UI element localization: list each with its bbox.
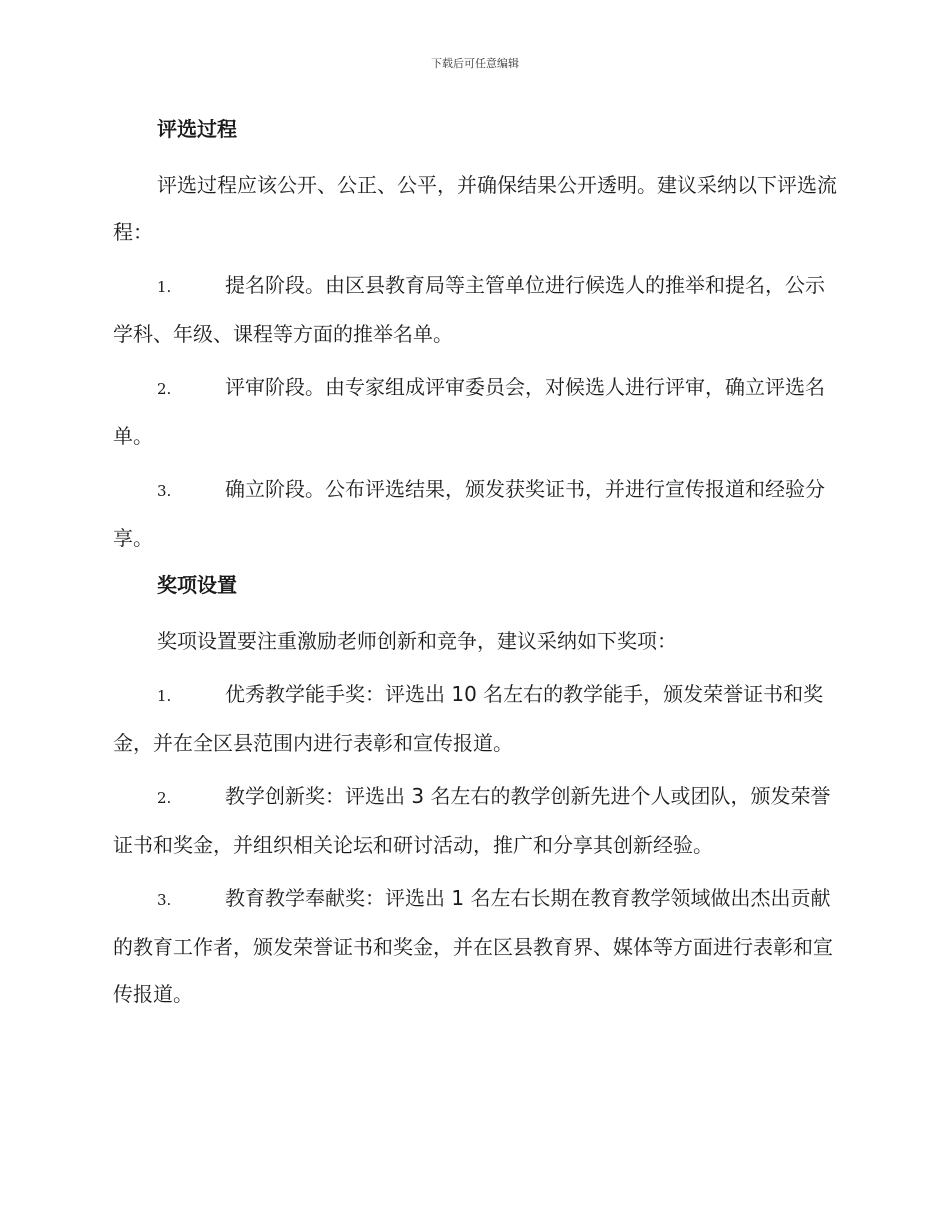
list-item-text: 教学创新奖：评选出 3 名左右的教学创新先进个人或团队，颁发荣誉证书和奖金，并组织相关论坛和研讨活动，推广和分享其创新经验。 [113, 784, 831, 857]
section-intro-award-setup: 奖项设置要注重激励老师创新和竞争，建议采纳如下奖项： [157, 629, 677, 653]
list-item [113, 262, 837, 358]
list-item-text: 教育教学奉献奖：评选出 1 名左右长期在教育教学领域做出杰出贡献的教育工作者，颁发荣誉证书和奖金，并在区县教育界、媒体等方面进行表彰和宣传报道。 [113, 886, 833, 1006]
list-item [113, 466, 837, 562]
list-item [113, 364, 837, 460]
list-item-text: 确立阶段。公布评选结果，颁发获奖证书，并进行宣传报道和经验分享。 [113, 477, 825, 550]
section-heading-selection-process: 评选过程 [157, 117, 237, 141]
list-item-number: 2. [157, 789, 172, 807]
list-item [113, 773, 837, 869]
list-item-number: 3. [157, 891, 172, 909]
page-header-note: 下载后可任意编辑 [431, 57, 519, 70]
section-heading-award-setup: 奖项设置 [157, 573, 237, 597]
list-item-number: 1. [157, 687, 172, 705]
section-intro-selection-process: 评选过程应该公开、公正、公平，并确保结果公开透明。建议采纳以下评选流程： [113, 173, 837, 244]
list-item-text: 提名阶段。由区县教育局等主管单位进行候选人的推举和提名，公示学科、年级、课程等方面的推举名单。 [113, 273, 825, 346]
list-item [113, 875, 837, 1018]
list-item [113, 671, 837, 767]
document-body [113, 112, 837, 1024]
list-item-text: 评审阶段。由专家组成评审委员会，对候选人进行评审，确立评选名单。 [113, 375, 825, 448]
list-item-text: 优秀教学能手奖：评选出 10 名左右的教学能手，颁发荣誉证书和奖金，并在全区县范围内进行表彰和宣传报道。 [113, 682, 824, 755]
list-item-number: 1. [157, 278, 172, 296]
list-item-number: 3. [157, 482, 172, 500]
list-item-number: 2. [157, 380, 172, 398]
